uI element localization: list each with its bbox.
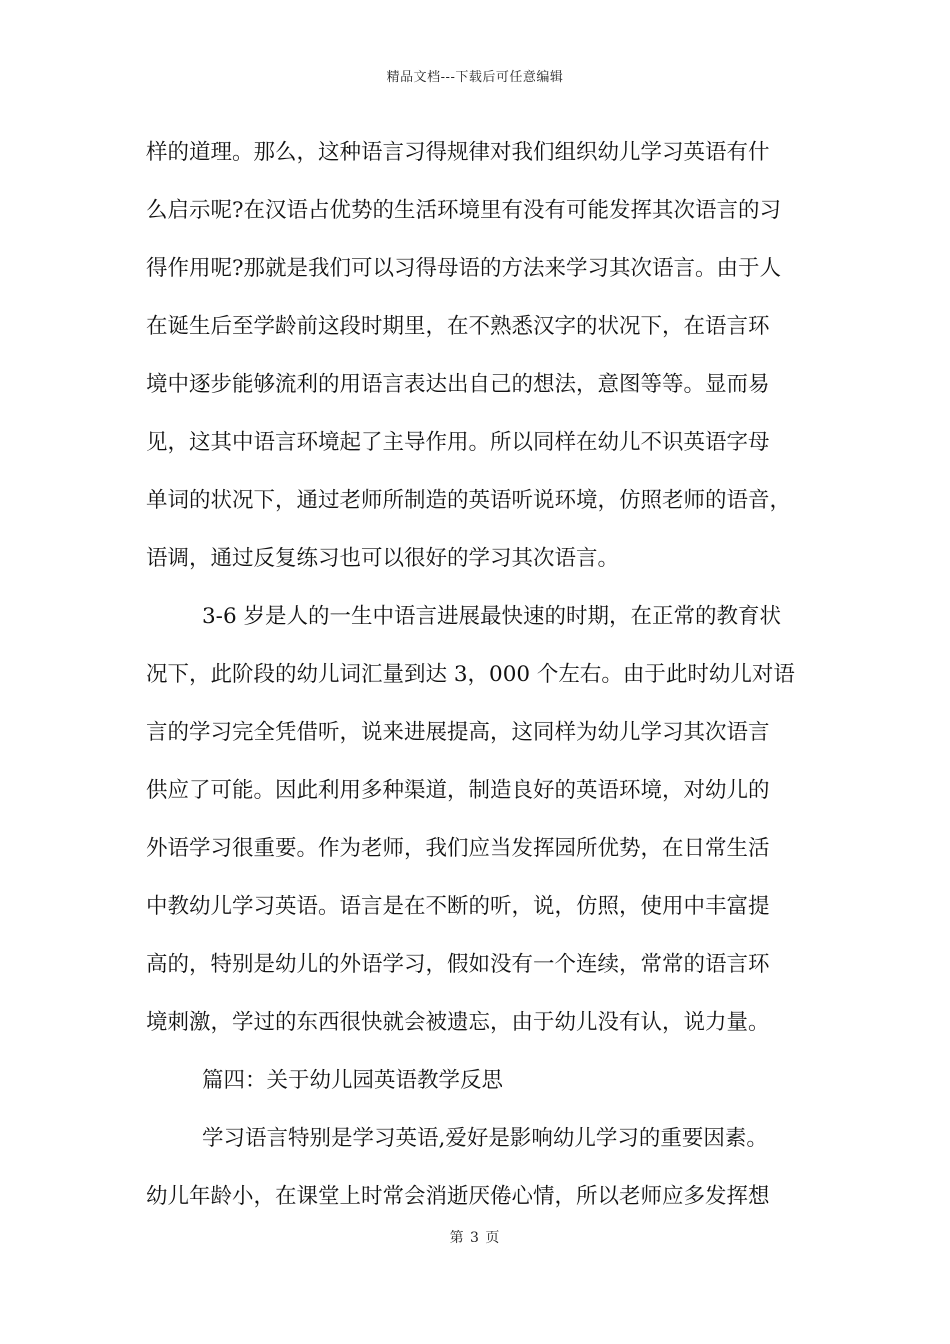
paragraph-line: 境中逐步能够流利的用语言表达出自己的想法，意图等等。显而易 xyxy=(146,372,770,397)
paragraph-line: 学习语言特别是学习英语,爱好是影响幼儿学习的重要因素。 xyxy=(202,1126,768,1151)
paragraph-line: 中教幼儿学习英语。语言是在不断的听，说，仿照，使用中丰富提 xyxy=(146,894,770,919)
page-header: 精品文档---下载后可任意编辑 xyxy=(386,70,564,85)
paragraph-line: 言的学习完全凭借听，说来进展提高，这同样为幼儿学习其次语言 xyxy=(146,720,770,745)
paragraph-line: 供应了可能。因此利用多种渠道，制造良好的英语环境，对幼儿的 xyxy=(146,778,770,803)
paragraph-line: 单词的状况下，通过老师所制造的英语听说环境，仿照老师的语音， xyxy=(146,488,792,513)
paragraph-line: 在诞生后至学龄前这段时期里，在不熟悉汉字的状况下，在语言环 xyxy=(146,314,770,339)
document-body xyxy=(146,124,826,1226)
paragraph-line: 境刺激，学过的东西很快就会被遗忘，由于幼儿没有认，说力量。 xyxy=(146,1010,770,1035)
section-heading: 篇四：关于幼儿园英语教学反思 xyxy=(202,1068,504,1093)
paragraph-line: 么启示呢?在汉语占优势的生活环境里有没有可能发挥其次语言的习 xyxy=(146,198,782,223)
paragraph-line: 见，这其中语言环境起了主导作用。所以同样在幼儿不识英语字母 xyxy=(146,430,770,455)
paragraph-line: 外语学习很重要。作为老师，我们应当发挥园所优势，在日常生活 xyxy=(146,836,770,861)
paragraph-line: 3-6 岁是人的一生中语言进展最快速的时期，在正常的教育状 xyxy=(202,604,781,629)
paragraph-line: 幼儿年龄小，在课堂上时常会消逝厌倦心情，所以老师应多发挥想 xyxy=(146,1184,770,1209)
paragraph-line: 况下，此阶段的幼儿词汇量到达 3，000 个左右。由于此时幼儿对语 xyxy=(146,662,795,687)
page-number: 第 3 页 xyxy=(449,1230,501,1246)
paragraph-line: 样的道理。那么，这种语言习得规律对我们组织幼儿学习英语有什 xyxy=(146,140,770,165)
paragraph-line: 语调，通过反复练习也可以很好的学习其次语言。 xyxy=(146,546,620,571)
paragraph-line: 得作用呢?那就是我们可以习得母语的方法来学习其次语言。由于人 xyxy=(146,256,782,281)
paragraph-line: 高的，特别是幼儿的外语学习，假如没有一个连续，常常的语言环 xyxy=(146,952,770,977)
